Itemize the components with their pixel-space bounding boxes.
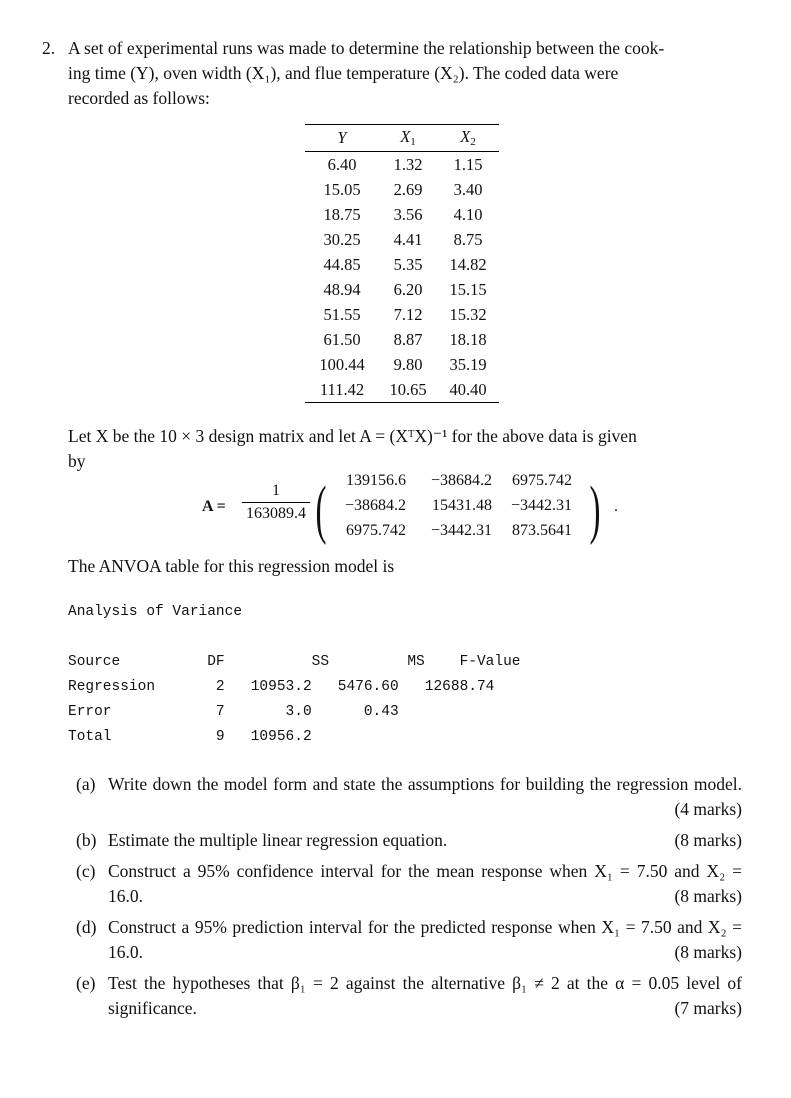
part-label: (a) [76,774,96,794]
matrix-entry: 6975.742 [512,472,572,489]
part-e [76,971,742,1021]
matrix-end: . [614,498,618,515]
header-x2: $X_2$ [437,125,499,152]
part-label: (c) [76,861,96,881]
left-paren: ( [315,473,327,546]
table-row [305,227,499,252]
table-cell: 1.15 [453,154,483,174]
table-cell: 8.75 [453,229,483,249]
table-cell: 3.56 [393,204,423,224]
data-table [305,124,499,403]
table-cell: 18.18 [449,329,487,349]
design-line-1: Let X be the 10 × 3 design matrix and let A = (XᵀX)⁻¹ for the above data is given [68,426,637,446]
table-row [305,302,499,327]
table-row [305,202,499,227]
part-text: Construct a 95% confidence interval for the mean response when X₁ = 7.50 and X₂ = 16.0. [108,861,742,906]
table-cell: 15.15 [449,279,487,299]
table-row [305,327,499,352]
part-text: Write down the model form and state the assumptions for building the regression model. [108,774,742,794]
part-d [76,915,742,965]
matrix-fraction [242,482,310,523]
matrix-entry: −38684.2 [430,472,492,489]
matrix-entry: 15431.48 [432,497,492,514]
part-marks: (4 marks) [674,799,742,819]
part-text: Estimate the multiple linear regression equation. [108,830,448,850]
anova-title: Analysis of Variance [68,604,243,620]
matrix-a [202,470,622,550]
table-cell: 30.25 [323,229,361,249]
table-cell: 4.10 [453,204,483,224]
table-header-row [305,125,499,152]
table-cell: 6.40 [327,154,357,174]
question-intro [68,36,744,111]
table-row [305,277,499,302]
table-cell: 44.85 [323,254,361,274]
part-label: (d) [76,917,97,937]
table-row [305,377,499,403]
table-cell: 9.80 [393,354,423,374]
matrix-row [332,522,572,540]
table-cell: 7.12 [393,304,423,324]
design-line-2: by [68,451,86,471]
table-cell: 8.87 [393,329,423,349]
anova-header: Source DF SS MS F-Value [68,654,521,670]
part-marks: (8 marks) [674,886,742,906]
table-cell: 51.55 [323,304,361,324]
table-cell: 18.75 [323,204,361,224]
fraction-denominator: 163089.4 [246,505,306,522]
intro-line-3: recorded as follows: [68,88,210,108]
intro-line-2: ing time (Y), oven width (X₁), and flue temperature (X₂). The coded data were [68,63,619,83]
table-cell: 100.44 [319,354,365,374]
part-marks: (7 marks) [674,998,742,1018]
table-row [305,352,499,377]
anova-intro: The ANVOA table for this regression model is [68,556,395,576]
table-cell: 2.69 [393,179,423,199]
table-cell: 15.32 [449,304,487,324]
part-text: Test the hypotheses that β₁ = 2 against the alternative β₁ ≠ 2 at the α = 0.05 level of significance. [108,973,742,1018]
matrix-row [332,497,572,515]
table-cell: 5.35 [393,254,423,274]
part-c [76,859,742,909]
part-label: (e) [76,973,96,993]
table-cell: 111.42 [305,377,379,403]
anova-row-error: Error 7 3.0 0.43 [68,704,399,720]
table-cell: 3.40 [453,179,483,199]
table-cell: 1.32 [393,154,423,174]
matrix-entry: −38684.2 [344,497,406,514]
intro-line-1: A set of experimental runs was made to determine the relationship between the cook- [68,38,665,58]
part-label: (b) [76,830,97,850]
matrix-entry: 873.5641 [512,522,572,539]
table-cell: 15.05 [323,179,361,199]
right-paren: ) [589,473,601,546]
matrix-entry: −3442.31 [510,497,572,514]
header-x1: $X_1$ [379,125,437,152]
fraction-numerator: 1 [272,482,280,499]
part-text: Construct a 95% prediction interval for the predicted response when X₁ = 7.50 and X₂ = 16.0. [108,917,742,962]
matrix-entry: 139156.6 [346,472,406,489]
anova-row-regression: Regression 2 10953.2 5476.60 12688.74 [68,679,495,695]
part-a [76,772,742,822]
anova-row-total: Total 9 10956.2 [68,729,312,745]
table-cell: 6.20 [393,279,423,299]
header-y: Y [305,125,379,152]
table-row [305,152,499,178]
table-cell: 4.41 [393,229,423,249]
table-row [305,252,499,277]
table-cell: 14.82 [449,254,487,274]
table-cell: 10.65 [379,377,437,403]
matrix-label: A = [202,498,226,515]
part-marks: (8 marks) [674,830,742,850]
part-marks: (8 marks) [674,942,742,962]
matrix-row [332,472,572,490]
table-cell: 61.50 [323,329,361,349]
part-b [76,828,742,853]
table-row [305,177,499,202]
question-parts [76,772,742,1027]
question-number: 2. [42,38,56,58]
table-cell: 48.94 [323,279,361,299]
matrix-entry: 6975.742 [346,522,406,539]
matrix-entry: −3442.31 [430,522,492,539]
table-cell: 40.40 [437,377,499,403]
table-cell: 35.19 [449,354,487,374]
design-matrix-text [68,424,744,474]
